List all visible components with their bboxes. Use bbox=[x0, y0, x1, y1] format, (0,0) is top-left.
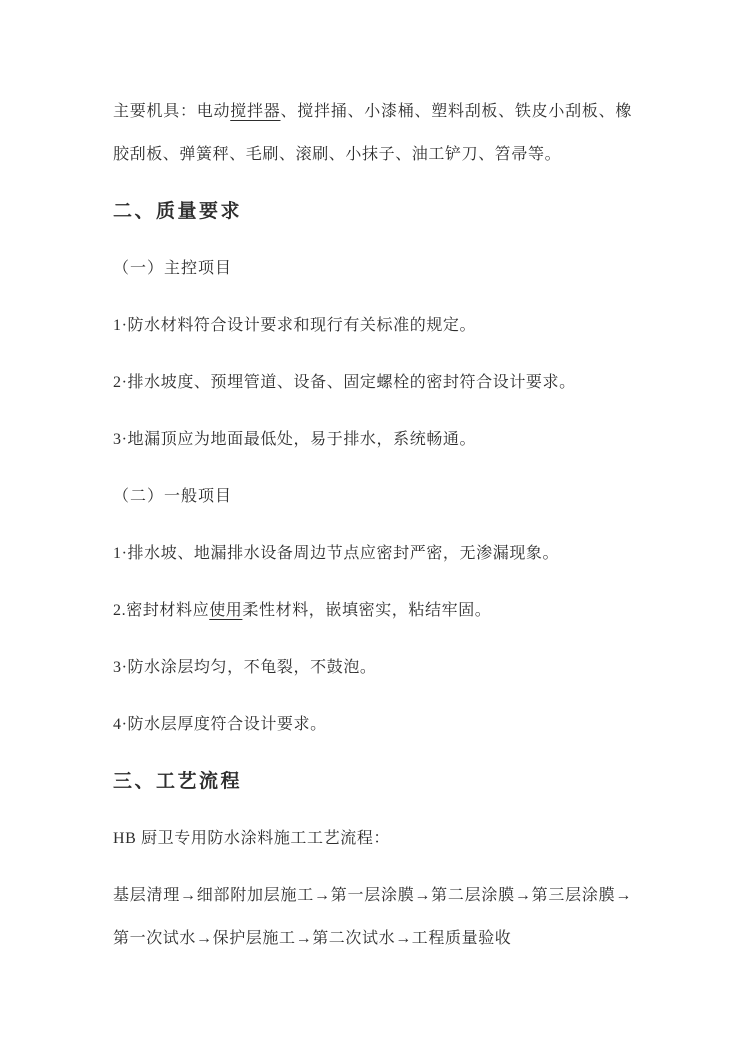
heading-process-flow: 三、工艺流程 bbox=[113, 771, 243, 792]
underlined-text: 使用 bbox=[209, 602, 243, 619]
subheading-general-items: （二）一般项目 bbox=[113, 488, 233, 505]
text-segment: 1·排水坡、地漏排水设备周边节点应密封严密，无渗漏现象。 bbox=[113, 545, 560, 562]
paragraph-process-flow: 基层清理→细部附加层施工→第一层涂膜→第二层涂膜→第三层涂膜→第一次试水→保护层施工→第二次试水→工程质量验收 bbox=[113, 887, 632, 947]
quality-general-item-1 bbox=[113, 532, 632, 575]
text-segment: 柔性材料，嵌填密实，粘结牢固。 bbox=[242, 602, 492, 619]
quality-main-item-2: 2·排水坡度、预埋管道、设备、固定螺栓的密封符合设计要求。 bbox=[113, 374, 576, 391]
quality-main-item-3: 3·地漏顶应为地面最低处，易于排水，系统畅通。 bbox=[113, 431, 477, 448]
paragraph-process-intro: HB 厨卫专用防水涂料施工工艺流程： bbox=[113, 830, 391, 847]
quality-general-item-4 bbox=[113, 703, 632, 746]
text-segment: 2.密封材料应 bbox=[113, 602, 210, 619]
underlined-text: 搅拌器 bbox=[230, 103, 281, 120]
quality-main-item-1: 1·防水材料符合设计要求和现行有关标准的规定。 bbox=[113, 317, 477, 334]
subheading-main-control-items: （一）主控项目 bbox=[113, 260, 233, 277]
text-segment: 4·防水层厚度符合设计要求。 bbox=[113, 716, 327, 733]
text-segment: 3·防水涂层均匀，不龟裂，不鼓泡。 bbox=[113, 659, 377, 676]
text-segment: 、搅拌捅、小漆桶、塑料刮板、铁皮小刮板、橡胶刮板、弹簧秤、毛刷、滚刷、小抹子、油工铲刀、笤帚等。 bbox=[113, 103, 633, 163]
quality-general-item-2 bbox=[113, 589, 632, 632]
paragraph-main-tools bbox=[113, 90, 632, 176]
heading-quality-requirements: 二、质量要求 bbox=[113, 201, 243, 222]
text-segment: 主要机具：电动 bbox=[113, 103, 231, 120]
quality-general-item-3 bbox=[113, 646, 632, 689]
